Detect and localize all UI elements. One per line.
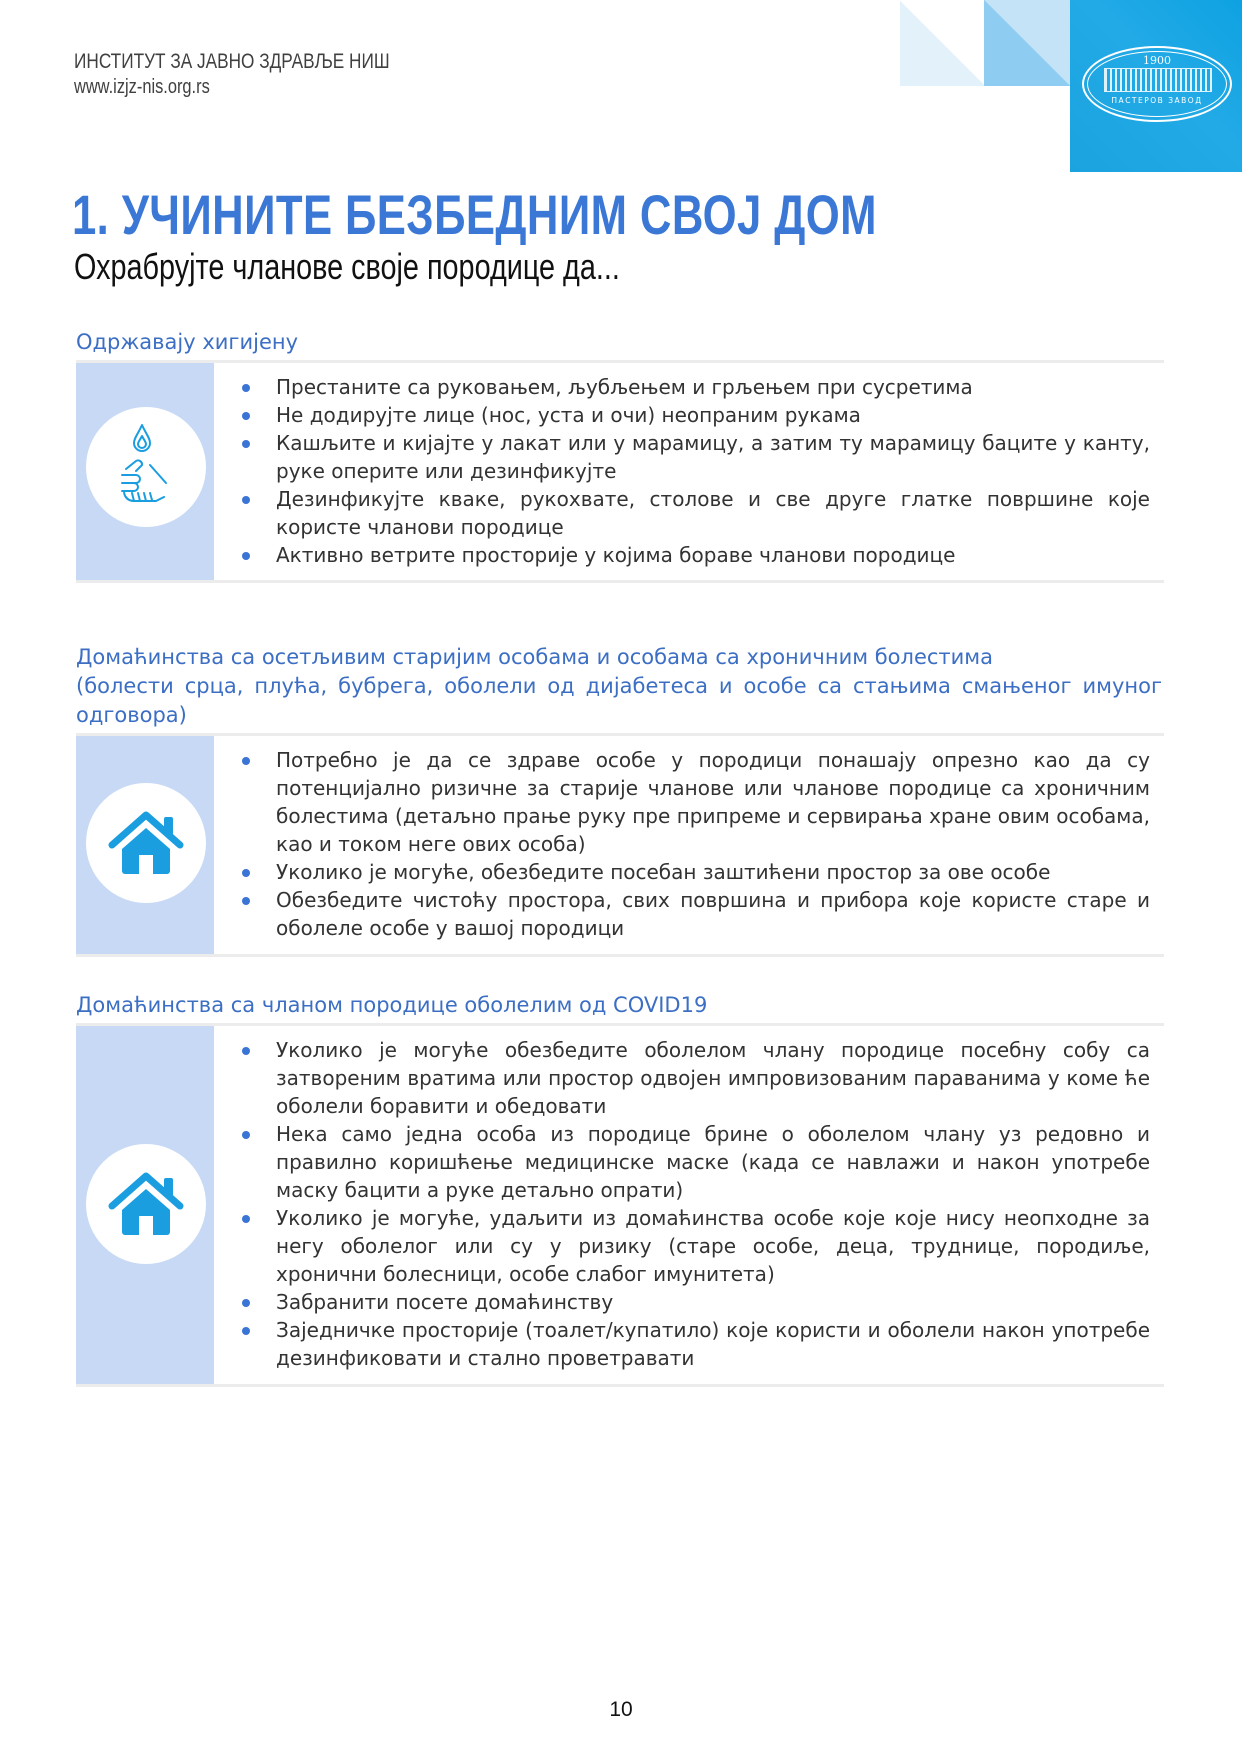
section-covid-household xyxy=(76,1026,1164,1384)
list-item: Уколико је могуће, обезбедите посебан заштићени простор за ове особе xyxy=(238,858,1150,886)
section-divider xyxy=(76,580,1164,583)
section-vulnerable-households xyxy=(76,736,1164,954)
house-icon xyxy=(86,783,206,903)
pasteur-institute-logo xyxy=(1082,46,1232,122)
logo-panel xyxy=(1070,0,1242,172)
icon-panel xyxy=(76,1026,214,1384)
list-item: Престаните са руковањем, љубљењем и грљењем при сусретима xyxy=(238,373,1150,401)
list-item: Активно ветрите просторије у којима бораве чланови породице xyxy=(238,541,1150,569)
bullet-list xyxy=(238,1036,1150,1372)
list-item: Заједничке просторије (тоалет/купатило) које користи и оболели након употребе дезинфиковати и стално проветравати xyxy=(238,1316,1150,1372)
page-subtitle: Охрабрујте чланове своје породице да... xyxy=(74,246,620,287)
list-item: Забранити посете домаћинству xyxy=(238,1288,1150,1316)
building-icon xyxy=(1104,68,1212,92)
page-title: 1. УЧИНИТЕ БЕЗБЕДНИМ СВОЈ ДОМ xyxy=(72,183,877,246)
list-item: Кашљите и кијајте у лакат или у марамицу, а затим ту марамицу баците у канту, руке оперите или дезинфикујте xyxy=(238,429,1150,485)
list-item: Уколико је могуће, удаљити из домаћинства особе које које нису неопходне за негу оболелог или су у ризику (старе особе, деца, труднице, породиље, хронични болесници, особе слабог имунитета) xyxy=(238,1204,1150,1288)
icon-circle xyxy=(86,407,206,527)
section-divider xyxy=(76,1384,1164,1387)
section-heading-hygiene: Одржавају хигијену xyxy=(76,330,299,354)
page-number: 10 xyxy=(609,1698,633,1721)
section-divider xyxy=(76,954,1164,957)
icon-panel xyxy=(76,363,214,580)
bullet-list xyxy=(238,373,1150,569)
corner-decoration xyxy=(880,0,1242,172)
section-heading-note: (болести срца, плућа, бубрега, оболели од дијабетеса и особе са стањима смањеног имуног одговора) xyxy=(76,674,1162,727)
section-hygiene xyxy=(76,363,1164,580)
list-item: Потребно је да се здраве особе у породици понашају опрезно као да су потенцијално ризичне за старије чланове или чланове породице са хроничним болестима (детаљно прање руку пре припреме и сервирања хране овим особама, као и током неге ових особа) xyxy=(238,746,1150,858)
icon-circle xyxy=(86,783,206,903)
organization-name: ИНСТИТУТ ЗА ЈАВНО ЗДРАВЉЕ НИШ xyxy=(74,50,390,73)
logo-name: ПАСТЕРОВ ЗАВОД xyxy=(1111,96,1203,105)
list-item: Уколико је могуће обезбедите оболелом члану породице посебну собу са затвореним вратима или простор одвојен импровизованим параванима у коме ће оболели боравити и обедовати xyxy=(238,1036,1150,1120)
decorative-square xyxy=(984,0,1070,86)
page-header xyxy=(74,50,459,99)
list-item: Не додирујте лице (нос, уста и очи) неопраним рукама xyxy=(238,401,1150,429)
section-heading-vulnerable: Домаћинства са осетљивим старијим особама и особама са хроничним болестима xyxy=(76,645,994,669)
hand-wash-drop-icon xyxy=(86,407,206,527)
list-item: Обезбедите чистоћу простора, свих површина и прибора које користе старе и оболеле особе у вашој породици xyxy=(238,886,1150,942)
bullet-list xyxy=(238,746,1150,942)
website-link[interactable]: www.izjz-nis.org.rs xyxy=(74,76,210,98)
icon-panel xyxy=(76,736,214,954)
house-icon xyxy=(86,1144,206,1264)
icon-circle xyxy=(86,1144,206,1264)
decorative-triangle xyxy=(900,0,984,86)
section-heading-covid: Домаћинства са чланом породице оболелим од COVID19 xyxy=(76,993,708,1017)
list-item: Нека само једна особа из породице брине о оболелом члану уз редовно и правилно коришћење медицинске маске (када се навлажи и након употребе маску бацити а руке детаљно опрати) xyxy=(238,1120,1150,1204)
logo-year: 1900 xyxy=(1143,54,1171,67)
list-item: Дезинфикујте кваке, рукохвате, столове и све друге глатке површине које користе чланови породице xyxy=(238,485,1150,541)
